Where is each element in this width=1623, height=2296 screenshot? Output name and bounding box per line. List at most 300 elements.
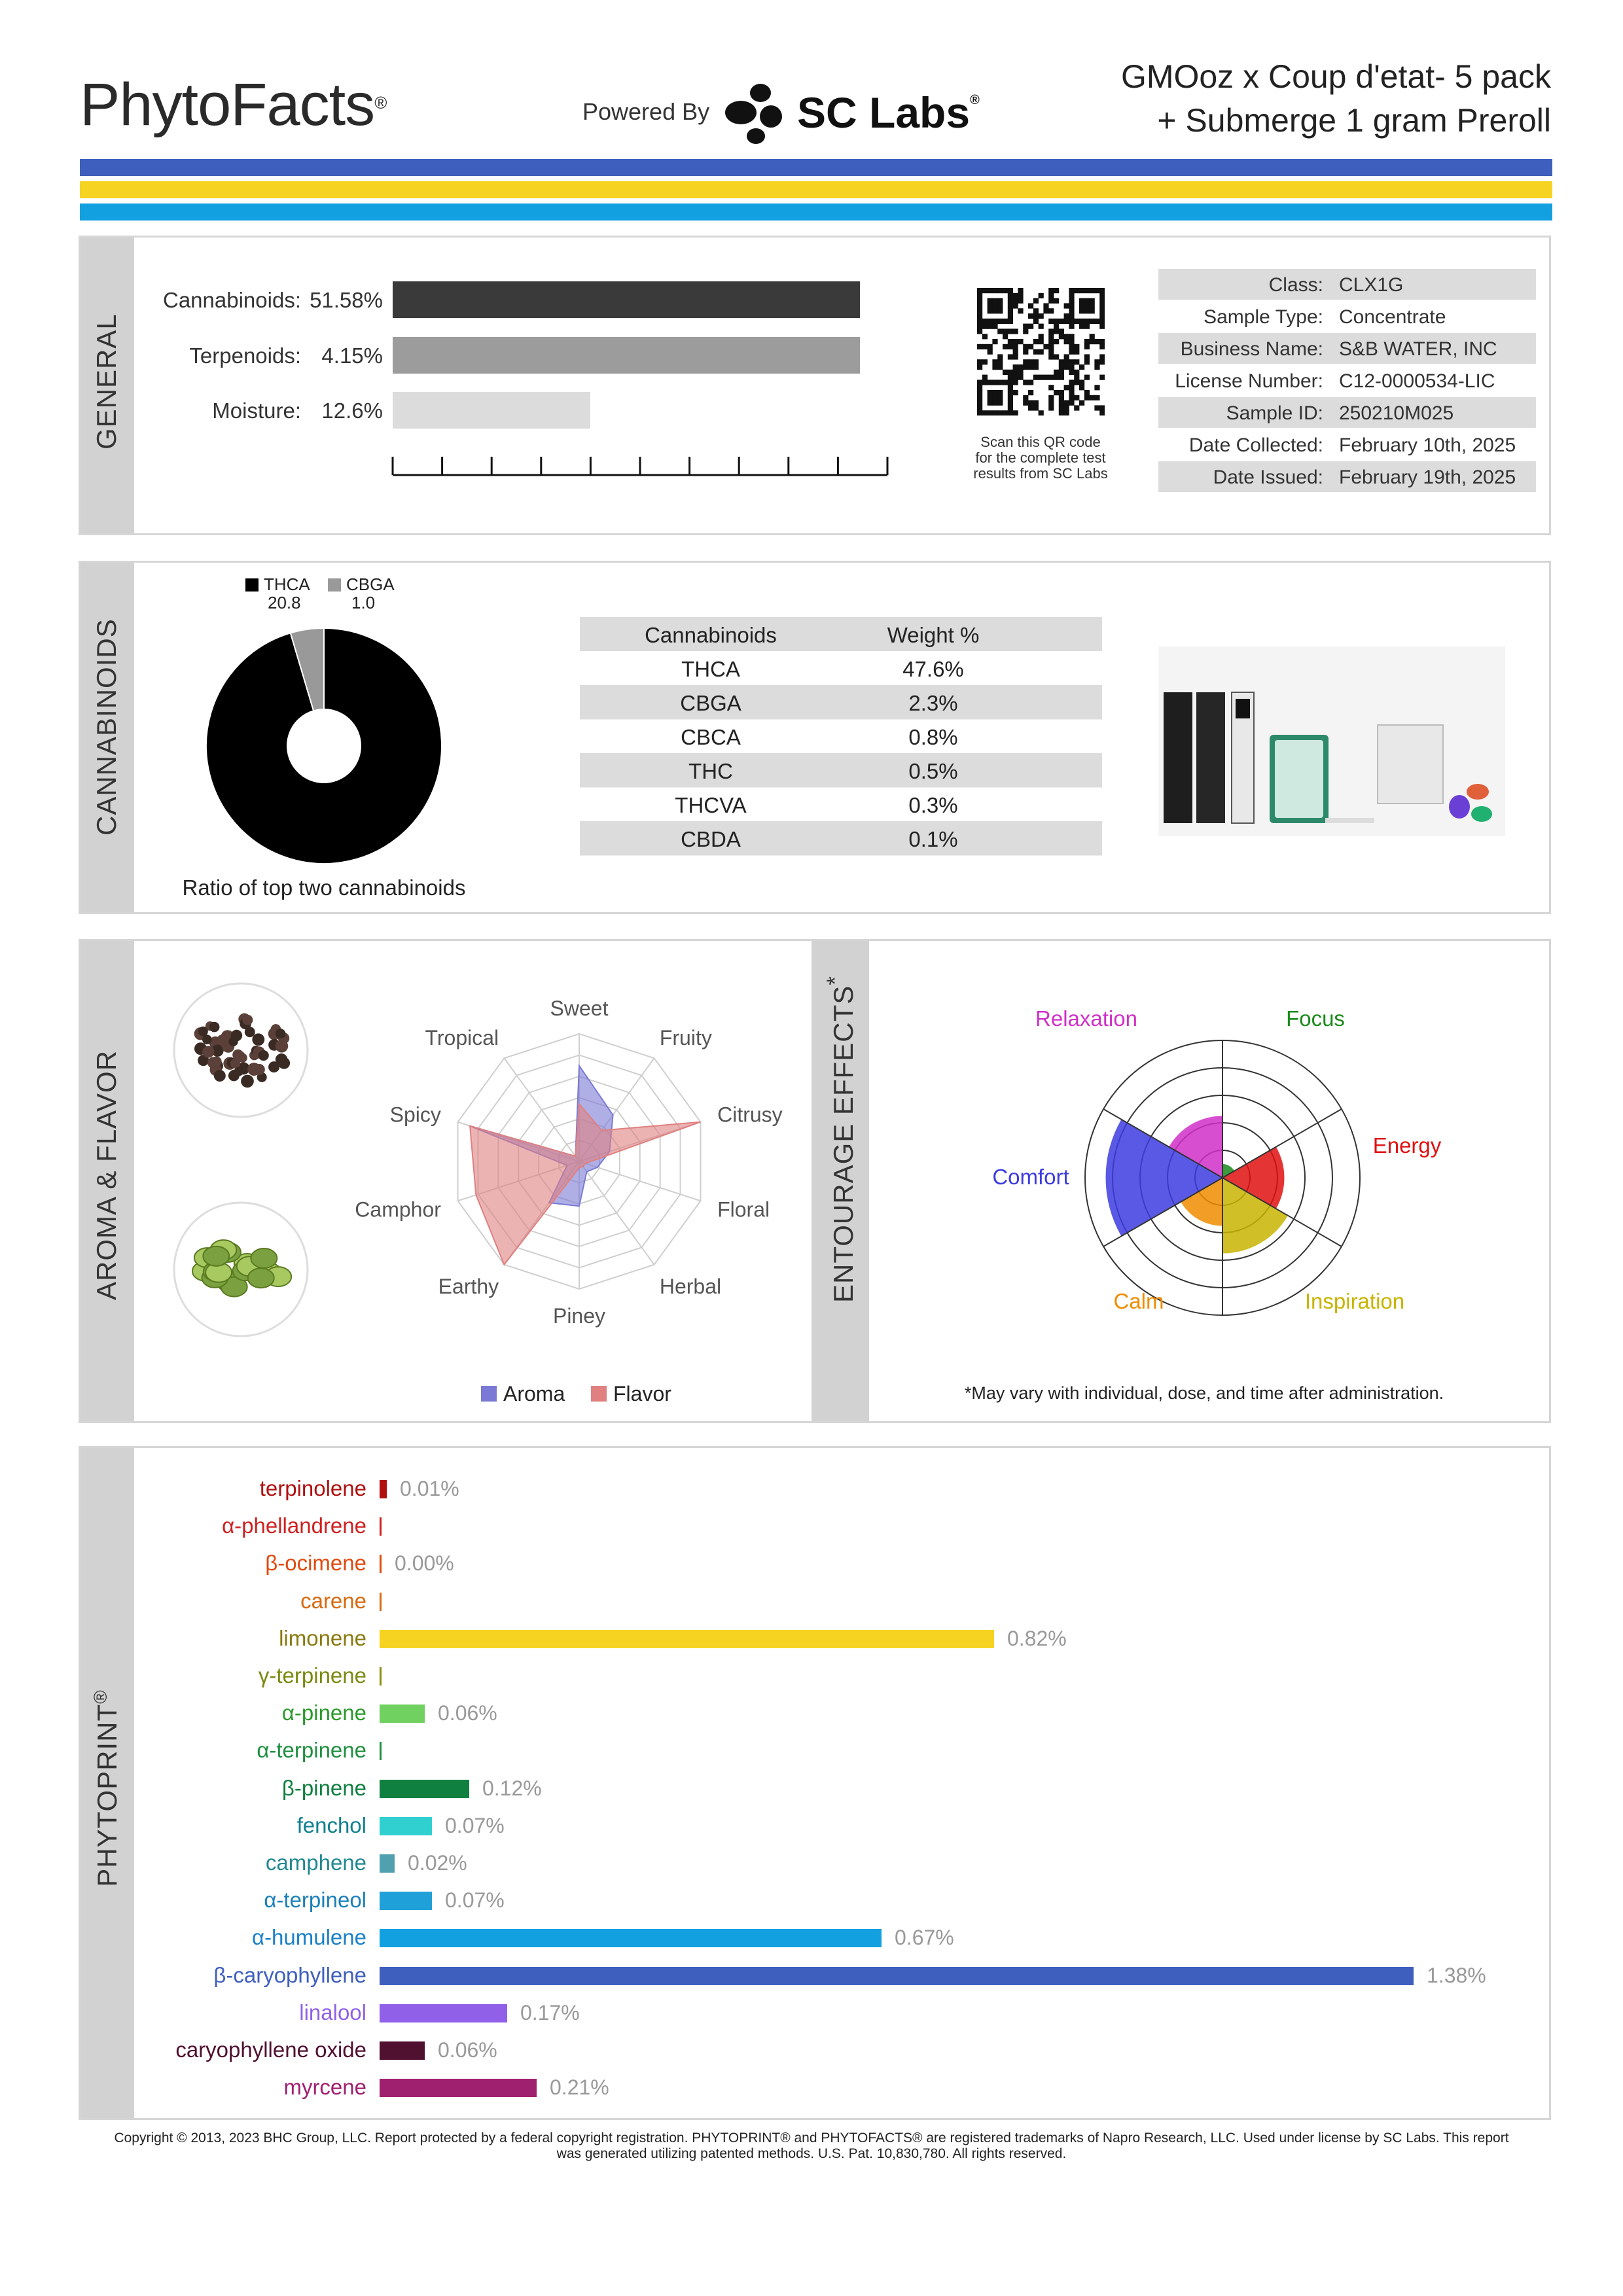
terpene-name: α-humulene bbox=[251, 1925, 366, 1950]
radar-axis-label: Herbal bbox=[659, 1275, 722, 1299]
qr-module bbox=[1028, 313, 1033, 319]
qr-module bbox=[1059, 328, 1064, 334]
terpene-value: 1.38% bbox=[1427, 1963, 1486, 1987]
terpene-bar bbox=[380, 1817, 432, 1835]
qr-module bbox=[982, 319, 988, 324]
qr-module bbox=[977, 328, 982, 334]
qr-module bbox=[1084, 324, 1090, 329]
peppercorn bbox=[209, 1022, 220, 1033]
qr-module bbox=[1033, 400, 1039, 406]
qr-module bbox=[1008, 339, 1013, 344]
qr-module bbox=[982, 334, 988, 339]
terpene-bar bbox=[380, 1630, 994, 1648]
qr-module bbox=[1048, 349, 1054, 355]
qr-module bbox=[1064, 319, 1069, 324]
qr-module bbox=[1074, 375, 1079, 380]
qr-module bbox=[1084, 288, 1090, 293]
qr-module bbox=[1048, 354, 1054, 359]
qr-module bbox=[1028, 400, 1033, 406]
qr-module bbox=[1074, 405, 1079, 410]
qr-module bbox=[1048, 344, 1054, 349]
qr-module bbox=[1018, 293, 1023, 298]
qr-module bbox=[992, 298, 997, 304]
qr-module bbox=[992, 339, 997, 344]
rose-effect-label: Calm bbox=[1113, 1289, 1164, 1313]
qr-module bbox=[1008, 370, 1013, 375]
terpene-name: carene bbox=[300, 1588, 366, 1613]
qr-module bbox=[1079, 380, 1084, 385]
qr-module bbox=[1043, 303, 1048, 308]
legend-swatch-aroma bbox=[481, 1386, 497, 1402]
radar-series-flavor bbox=[470, 1104, 700, 1265]
general-bar-value: 4.15% bbox=[321, 344, 383, 368]
qr-module bbox=[1003, 370, 1008, 375]
qr-module bbox=[1028, 344, 1033, 349]
qr-caption-line: for the complete test bbox=[975, 450, 1106, 466]
peppercorn bbox=[247, 1063, 260, 1076]
sample-info-value: February 19th, 2025 bbox=[1339, 467, 1516, 488]
qr-module bbox=[997, 328, 1003, 334]
logo-mark: ® bbox=[374, 93, 387, 113]
legend-swatch-thca bbox=[245, 578, 259, 592]
qr-module bbox=[1023, 400, 1028, 406]
qr-module bbox=[992, 359, 997, 364]
qr-module bbox=[1064, 354, 1069, 359]
radar-legend bbox=[481, 1381, 717, 1407]
peppercorn bbox=[241, 1075, 254, 1088]
qr-module bbox=[982, 410, 988, 415]
general-bar bbox=[393, 337, 860, 374]
qr-module bbox=[1069, 344, 1074, 349]
qr-module bbox=[1059, 375, 1064, 380]
qr-module bbox=[1013, 380, 1018, 385]
qr-module bbox=[1048, 298, 1054, 304]
general-sidebar bbox=[80, 238, 134, 533]
qr-module bbox=[1064, 334, 1069, 339]
cannabinoid-name: CBCA bbox=[681, 725, 741, 749]
qr-module bbox=[988, 410, 993, 415]
qr-module bbox=[1018, 308, 1023, 313]
general-bar-label: Moisture: bbox=[212, 398, 301, 423]
qr-module bbox=[1013, 349, 1018, 355]
qr-module bbox=[1064, 303, 1069, 308]
qr-module bbox=[1054, 354, 1059, 359]
qr-module bbox=[1039, 324, 1044, 329]
qr-module bbox=[1008, 298, 1013, 304]
rose-effect-label: Comfort bbox=[992, 1165, 1069, 1189]
terpene-value: 0.17% bbox=[520, 2000, 580, 2024]
sample-info-row bbox=[1158, 365, 1536, 396]
qr-module bbox=[1064, 405, 1069, 410]
qr-module bbox=[997, 410, 1003, 415]
qr-module bbox=[977, 390, 982, 395]
footer-line: was generated utilizing patented methods. U.S. Pat. 10,830,780. All rights reserved. bbox=[556, 2146, 1067, 2161]
qr-module bbox=[1069, 313, 1074, 319]
sample-info-row bbox=[1158, 397, 1536, 428]
terpene-bar bbox=[380, 1742, 382, 1760]
qr-module bbox=[988, 319, 993, 324]
cannabinoids-section-label: CANNABINOIDS bbox=[91, 618, 122, 836]
aroma-sidebar bbox=[80, 941, 134, 1421]
qr-module bbox=[1008, 293, 1013, 298]
peppercorn bbox=[228, 1037, 238, 1046]
sample-info-value: Concentrate bbox=[1339, 306, 1446, 328]
qr-module bbox=[1074, 380, 1079, 385]
sc-logo-blob-3 bbox=[760, 105, 782, 128]
terpene-name: α-phellandrene bbox=[222, 1513, 366, 1538]
qr-module bbox=[1074, 349, 1079, 355]
qr-module bbox=[1054, 390, 1059, 395]
qr-module bbox=[1059, 405, 1064, 410]
product-box-1 bbox=[1164, 692, 1192, 823]
sample-info-value: CLX1G bbox=[1339, 274, 1404, 296]
peppercorn bbox=[276, 1040, 289, 1053]
qr-module bbox=[1008, 380, 1013, 385]
footer bbox=[65, 2130, 1558, 2162]
qr-module bbox=[1099, 410, 1105, 415]
qr-module bbox=[1064, 385, 1069, 390]
qr-module bbox=[977, 298, 982, 304]
peppercorn bbox=[259, 1050, 269, 1061]
qr-module bbox=[1013, 298, 1018, 304]
qr-module bbox=[977, 364, 982, 370]
qr-module bbox=[1023, 380, 1028, 385]
qr-module bbox=[1008, 313, 1013, 319]
general-bar-value: 12.6% bbox=[321, 398, 383, 423]
qr-module bbox=[1054, 339, 1059, 344]
cannabinoid-name: CBDA bbox=[681, 827, 741, 851]
header-stripe-cyan bbox=[80, 203, 1552, 221]
terpene-name: myrcene bbox=[283, 2075, 366, 2100]
qr-module bbox=[1033, 359, 1039, 364]
sc-labs-logo bbox=[720, 79, 995, 144]
qr-module bbox=[1059, 400, 1064, 406]
cannabinoid-weight: 0.5% bbox=[908, 759, 958, 783]
qr-module bbox=[1084, 319, 1090, 324]
qr-module bbox=[1084, 344, 1090, 349]
peppercorn bbox=[234, 1067, 243, 1076]
qr-module bbox=[1028, 359, 1033, 364]
terpene-bar bbox=[380, 1593, 382, 1611]
terpene-name: caryophyllene oxide bbox=[175, 2038, 366, 2062]
peppercorn bbox=[207, 1057, 219, 1069]
peppercorn bbox=[252, 1033, 264, 1046]
qr-module bbox=[1008, 344, 1013, 349]
qr-module bbox=[1084, 359, 1090, 364]
qr-module bbox=[1039, 375, 1044, 380]
qr-module bbox=[1028, 405, 1033, 410]
header-stripe-yellow bbox=[80, 181, 1552, 198]
phytofacts-logo bbox=[80, 71, 386, 139]
qr-module bbox=[1079, 308, 1084, 313]
qr-module bbox=[1059, 410, 1064, 415]
qr-module bbox=[1008, 354, 1013, 359]
cannabinoid-table-row bbox=[580, 787, 1102, 822]
qr-module bbox=[1048, 385, 1054, 390]
qr-module bbox=[1013, 390, 1018, 395]
sample-info-value: February 10th, 2025 bbox=[1339, 434, 1516, 456]
sample-info-key: Class: bbox=[1268, 274, 1323, 296]
qr-module bbox=[1008, 308, 1013, 313]
qr-module bbox=[1039, 313, 1044, 319]
qr-module bbox=[1008, 288, 1013, 293]
sc-logo-blob-4 bbox=[747, 128, 765, 144]
sample-info-value: 250210M025 bbox=[1339, 402, 1454, 424]
qr-module bbox=[1033, 364, 1039, 370]
phytoprint-label-mark: ® bbox=[90, 1689, 111, 1704]
qr-module bbox=[992, 390, 997, 395]
qr-module bbox=[1013, 364, 1018, 370]
qr-module bbox=[1069, 380, 1074, 385]
qr-module bbox=[1079, 400, 1084, 406]
qr-module bbox=[1008, 328, 1013, 334]
peppercorn bbox=[238, 1053, 247, 1063]
qr-module bbox=[1013, 410, 1018, 415]
qr-module bbox=[1090, 308, 1095, 313]
qr-module bbox=[1003, 344, 1008, 349]
terpene-value: 0.00% bbox=[395, 1551, 454, 1576]
qr-module bbox=[1018, 370, 1023, 375]
qr-module bbox=[1033, 298, 1039, 304]
qr-module bbox=[977, 395, 982, 400]
qr-module bbox=[988, 324, 993, 329]
qr-module bbox=[1003, 288, 1008, 293]
terpene-bar bbox=[380, 2041, 425, 2060]
qr-module bbox=[982, 380, 988, 385]
legend-value-thca: 20.8 bbox=[268, 593, 301, 612]
qr-module bbox=[982, 288, 988, 293]
qr-module bbox=[977, 405, 982, 410]
general-bar-value: 51.58% bbox=[310, 288, 383, 312]
qr-module bbox=[1094, 319, 1099, 324]
terpene-bar bbox=[380, 2079, 537, 2097]
qr-module bbox=[992, 400, 997, 406]
terpene-name: β-pinene bbox=[281, 1775, 366, 1800]
qr-module bbox=[1059, 319, 1064, 324]
cannabinoid-name: THCA bbox=[681, 657, 740, 681]
qr-module bbox=[1079, 303, 1084, 308]
terpene-value: 0.06% bbox=[438, 2038, 497, 2062]
qr-module bbox=[1048, 288, 1054, 293]
donut-legend bbox=[245, 574, 455, 614]
qr-module bbox=[1013, 339, 1018, 344]
qr-module bbox=[1099, 354, 1105, 359]
cannabinoid-table-row bbox=[580, 821, 1102, 856]
qr-module bbox=[988, 308, 993, 313]
qr-module bbox=[1069, 395, 1074, 400]
qr-module bbox=[1039, 334, 1044, 339]
radar-axis-label: Fruity bbox=[659, 1025, 712, 1050]
entourage-effects-chart bbox=[949, 995, 1486, 1361]
qr-module bbox=[997, 400, 1003, 406]
qr-module bbox=[1069, 390, 1074, 395]
general-bar-label: Terpenoids: bbox=[189, 344, 301, 368]
qr-module bbox=[1054, 319, 1059, 324]
qr-module bbox=[1059, 364, 1064, 370]
qr-module bbox=[1023, 364, 1028, 370]
qr-module bbox=[1013, 370, 1018, 375]
qr-module bbox=[997, 354, 1003, 359]
product-box-2 bbox=[1196, 692, 1225, 823]
qr-module bbox=[1094, 364, 1099, 370]
qr-module bbox=[997, 298, 1003, 304]
general-scale bbox=[390, 451, 894, 478]
logo-text: PhytoFacts bbox=[80, 71, 375, 138]
cannabinoid-table-row bbox=[580, 685, 1102, 720]
qr-module bbox=[1064, 359, 1069, 364]
qr-module bbox=[1054, 328, 1059, 334]
entourage-section-label bbox=[823, 976, 859, 1303]
sc-logo-blob-2 bbox=[750, 84, 771, 102]
qr-module bbox=[977, 380, 982, 385]
qr-module bbox=[1074, 344, 1079, 349]
qr-module bbox=[1023, 344, 1028, 349]
header-stripe-blue bbox=[80, 159, 1552, 176]
qr-module bbox=[977, 303, 982, 308]
qr-module bbox=[1084, 303, 1090, 308]
qr-module bbox=[1090, 303, 1095, 308]
general-section-label: GENERAL bbox=[91, 313, 122, 450]
qr-module bbox=[988, 349, 993, 355]
radar-axis-label: Sweet bbox=[550, 997, 609, 1020]
qr-module bbox=[992, 319, 997, 324]
qr-module bbox=[1084, 298, 1090, 304]
qr-module bbox=[977, 359, 982, 364]
qr-module bbox=[1084, 395, 1090, 400]
qr-module bbox=[1039, 293, 1044, 298]
terpene-value: 0.07% bbox=[445, 1813, 505, 1837]
radar-axis-label: Piney bbox=[552, 1304, 606, 1328]
qr-module bbox=[1099, 303, 1105, 308]
qr-module bbox=[988, 395, 993, 400]
peppercorn bbox=[276, 1029, 285, 1038]
terpene-bar bbox=[380, 1892, 432, 1910]
hop-cone bbox=[248, 1268, 274, 1288]
cannabinoid-weight: 47.6% bbox=[902, 657, 964, 681]
qr-module bbox=[977, 344, 982, 349]
cannabinoid-weight: 0.1% bbox=[908, 827, 958, 851]
qr-module bbox=[1069, 308, 1074, 313]
sample-info-key: License Number: bbox=[1175, 370, 1323, 392]
qr-module bbox=[997, 303, 1003, 308]
qr-module bbox=[1090, 319, 1095, 324]
legend-label-aroma: Aroma bbox=[503, 1382, 565, 1405]
qr-module bbox=[1069, 339, 1074, 344]
qr-module bbox=[992, 364, 997, 370]
qr-module bbox=[1018, 375, 1023, 380]
terpene-name: γ-terpinene bbox=[258, 1663, 366, 1687]
qr-module bbox=[1064, 410, 1069, 415]
qr-module bbox=[1003, 410, 1008, 415]
qr-module bbox=[1094, 339, 1099, 344]
qr-module bbox=[1094, 405, 1099, 410]
terpene-bar bbox=[380, 1517, 382, 1536]
legend-swatch-cbga bbox=[328, 578, 341, 592]
qr-module bbox=[1013, 328, 1018, 334]
qr-module bbox=[992, 324, 997, 329]
terpene-name: β-ocimene bbox=[265, 1551, 366, 1576]
radar-axis-label: Citrusy bbox=[717, 1103, 783, 1127]
qr-module bbox=[1003, 319, 1008, 324]
qr-module bbox=[1008, 375, 1013, 380]
qr-module bbox=[1094, 385, 1099, 390]
qr-module bbox=[997, 395, 1003, 400]
terpene-bar bbox=[380, 1780, 469, 1798]
hop-cone bbox=[203, 1246, 229, 1266]
sample-info-row bbox=[1158, 333, 1536, 364]
qr-module bbox=[1084, 339, 1090, 344]
table-header-cannabinoid: Cannabinoids bbox=[645, 623, 777, 647]
qr-module bbox=[1033, 339, 1039, 344]
qr-module bbox=[1033, 349, 1039, 355]
qr-module bbox=[1039, 410, 1044, 415]
qr-module bbox=[1043, 375, 1048, 380]
qr-module bbox=[1099, 324, 1105, 329]
qr-module bbox=[1028, 390, 1033, 395]
qr-module bbox=[1033, 405, 1039, 410]
radar-axis-label: Earthy bbox=[438, 1275, 499, 1299]
qr-caption-line: Scan this QR code bbox=[980, 434, 1101, 450]
general-bar-label: Cannabinoids: bbox=[163, 288, 301, 312]
peppercorn bbox=[202, 1046, 214, 1058]
terpene-name: terpinolene bbox=[259, 1476, 366, 1500]
qr-module bbox=[1079, 324, 1084, 329]
terpene-bar bbox=[380, 1929, 882, 1947]
qr-code[interactable] bbox=[977, 288, 1105, 415]
cannabinoid-name: THC bbox=[688, 759, 733, 783]
terpene-name: linalool bbox=[299, 2000, 366, 2024]
qr-module bbox=[1028, 324, 1033, 329]
qr-module bbox=[1033, 319, 1039, 324]
entourage-label-mark: * bbox=[823, 976, 848, 985]
qr-module bbox=[1003, 380, 1008, 385]
qr-module bbox=[1069, 288, 1074, 293]
qr-module bbox=[988, 288, 993, 293]
qr-module bbox=[1048, 334, 1054, 339]
qr-module bbox=[1003, 328, 1008, 334]
sample-info-row bbox=[1158, 269, 1536, 300]
entourage-note: *May vary with individual, dose, and time after administration. bbox=[964, 1383, 1444, 1403]
qr-module bbox=[977, 313, 982, 319]
radar-axis-label: Spicy bbox=[389, 1103, 441, 1127]
qr-module bbox=[988, 380, 993, 385]
terpene-name: α-terpinene bbox=[257, 1738, 366, 1763]
qr-module bbox=[1048, 405, 1054, 410]
qr-module bbox=[988, 344, 993, 349]
legend-label-cbga: CBGA bbox=[346, 574, 395, 594]
product-title-line1: GMOoz x Coup d'etat- 5 pack bbox=[1120, 58, 1551, 95]
qr-module bbox=[1064, 364, 1069, 370]
qr-module bbox=[1008, 405, 1013, 410]
qr-module bbox=[1048, 308, 1054, 313]
qr-module bbox=[1048, 339, 1054, 344]
qr-module bbox=[1090, 288, 1095, 293]
terpene-bar bbox=[380, 1854, 395, 1873]
qr-module bbox=[1008, 400, 1013, 406]
qr-module bbox=[997, 380, 1003, 385]
qr-module bbox=[1028, 364, 1033, 370]
cannabinoid-weight: 0.8% bbox=[908, 725, 958, 749]
radar-axis-label: Floral bbox=[717, 1197, 770, 1222]
radar-axis-label: Tropical bbox=[425, 1025, 499, 1050]
qr-caption bbox=[942, 434, 1139, 482]
cannabinoids-sidebar bbox=[80, 563, 134, 912]
rose-effect-label: Energy bbox=[1372, 1133, 1442, 1157]
qr-module bbox=[1069, 400, 1074, 406]
rose-effect-label: Focus bbox=[1286, 1006, 1345, 1031]
qr-module bbox=[1069, 298, 1074, 304]
qr-module bbox=[977, 308, 982, 313]
